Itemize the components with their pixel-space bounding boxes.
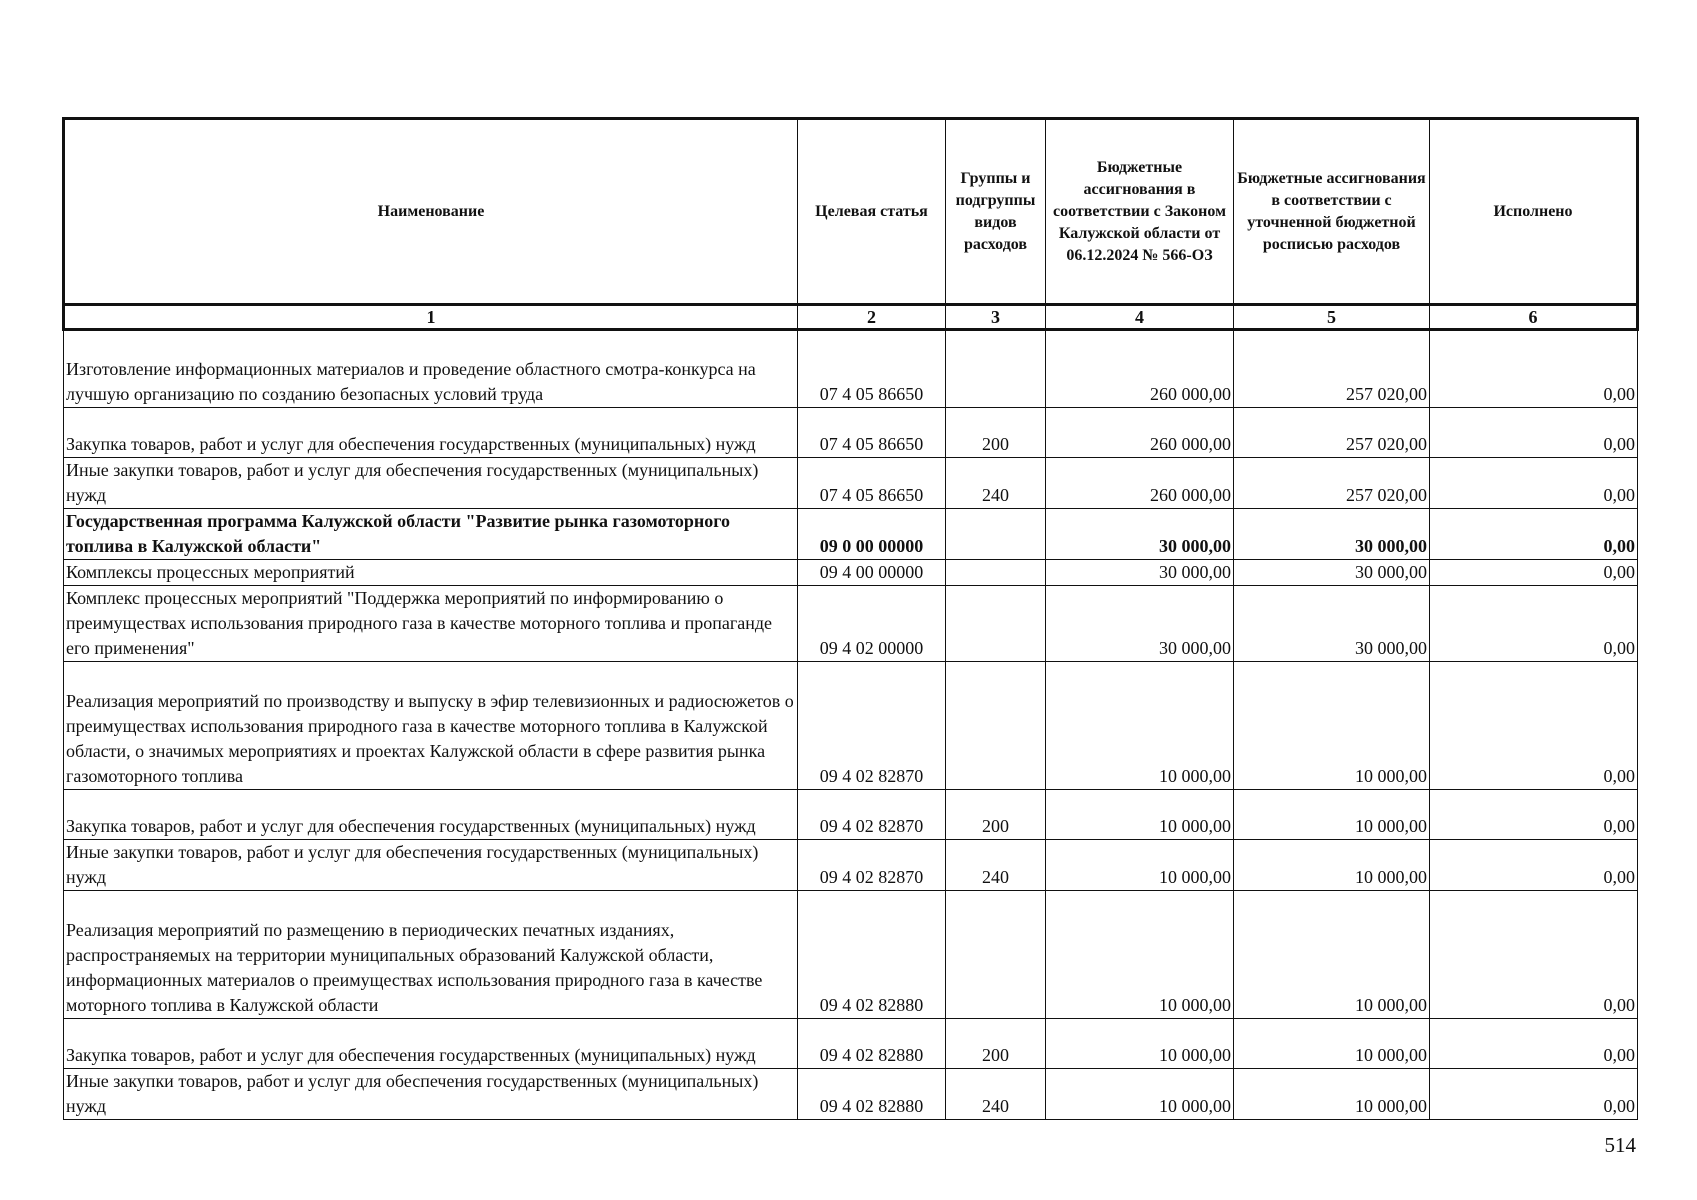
- row-name: Иные закупки товаров, работ и услуг для обеспечения государственных (муниципальных) нужд: [64, 840, 798, 891]
- row-target-article: 09 0 00 00000: [798, 509, 946, 560]
- table-row: [64, 840, 1638, 891]
- header-target-article: Целевая статья: [798, 119, 946, 305]
- row-target-article: 09 4 00 00000: [798, 560, 946, 586]
- row-law-allocation: 30 000,00: [1046, 560, 1234, 586]
- column-number: 5: [1234, 305, 1430, 330]
- table-row: [64, 662, 1638, 790]
- row-name: Изготовление информационных материалов и проведение областного смотра-конкурса на лучшую организацию по созданию безопасных условий труда: [64, 330, 798, 408]
- row-executed: 0,00: [1430, 790, 1638, 840]
- row-name: Закупка товаров, работ и услуг для обеспечения государственных (муниципальных) нужд: [64, 790, 798, 840]
- header-name: Наименование: [64, 119, 798, 305]
- row-executed: 0,00: [1430, 560, 1638, 586]
- table-row: [64, 790, 1638, 840]
- row-executed: 0,00: [1430, 1069, 1638, 1120]
- row-expense-group: [946, 560, 1046, 586]
- row-name: Комплексы процессных мероприятий: [64, 560, 798, 586]
- row-executed: 0,00: [1430, 662, 1638, 790]
- row-expense-group: 200: [946, 790, 1046, 840]
- row-executed: 0,00: [1430, 509, 1638, 560]
- row-target-article: 07 4 05 86650: [798, 330, 946, 408]
- header-executed: Исполнено: [1430, 119, 1638, 305]
- row-law-allocation: 260 000,00: [1046, 408, 1234, 458]
- row-refined-allocation: 10 000,00: [1234, 1019, 1430, 1069]
- row-name: Реализация мероприятий по производству и выпуску в эфир телевизионных и радиосюжетов о преимуществах использования природного газа в качестве моторного топлива в Калужской области, о значимых мероприятиях и проектах Калужской области в сфере развития рынка газомоторного топлива: [64, 662, 798, 790]
- row-executed: 0,00: [1430, 408, 1638, 458]
- row-target-article: 09 4 02 82880: [798, 891, 946, 1019]
- row-target-article: 09 4 02 82880: [798, 1069, 946, 1120]
- column-number: 4: [1046, 305, 1234, 330]
- row-refined-allocation: 10 000,00: [1234, 1069, 1430, 1120]
- row-target-article: 09 4 02 82870: [798, 662, 946, 790]
- row-law-allocation: 30 000,00: [1046, 509, 1234, 560]
- row-expense-group: 200: [946, 408, 1046, 458]
- header-row: [64, 119, 1638, 305]
- table-row: [64, 586, 1638, 662]
- row-refined-allocation: 30 000,00: [1234, 509, 1430, 560]
- row-law-allocation: 10 000,00: [1046, 1069, 1234, 1120]
- row-expense-group: [946, 586, 1046, 662]
- row-law-allocation: 10 000,00: [1046, 662, 1234, 790]
- row-executed: 0,00: [1430, 458, 1638, 509]
- table-row: [64, 891, 1638, 1019]
- table-row: [64, 509, 1638, 560]
- row-law-allocation: 10 000,00: [1046, 840, 1234, 891]
- row-refined-allocation: 30 000,00: [1234, 560, 1430, 586]
- row-expense-group: 240: [946, 458, 1046, 509]
- row-expense-group: [946, 509, 1046, 560]
- table-row: [64, 408, 1638, 458]
- row-executed: 0,00: [1430, 1019, 1638, 1069]
- row-law-allocation: 10 000,00: [1046, 790, 1234, 840]
- row-law-allocation: 10 000,00: [1046, 1019, 1234, 1069]
- row-refined-allocation: 30 000,00: [1234, 586, 1430, 662]
- row-refined-allocation: 10 000,00: [1234, 840, 1430, 891]
- row-law-allocation: 10 000,00: [1046, 891, 1234, 1019]
- row-law-allocation: 260 000,00: [1046, 330, 1234, 408]
- header-refined-allocations: Бюджетные ассигнования в соответствии с уточненной бюджетной росписью расходов: [1234, 119, 1430, 305]
- table-row: [64, 330, 1638, 408]
- row-expense-group: 240: [946, 1069, 1046, 1120]
- header-law-allocations: Бюджетные ассигнования в соответствии с Законом Калужской области от 06.12.2024 № 566-ОЗ: [1046, 119, 1234, 305]
- column-number: 6: [1430, 305, 1638, 330]
- row-name: Иные закупки товаров, работ и услуг для обеспечения государственных (муниципальных) нужд: [64, 1069, 798, 1120]
- row-refined-allocation: 10 000,00: [1234, 891, 1430, 1019]
- row-target-article: 07 4 05 86650: [798, 458, 946, 509]
- row-name: Закупка товаров, работ и услуг для обеспечения государственных (муниципальных) нужд: [64, 1019, 798, 1069]
- row-refined-allocation: 10 000,00: [1234, 662, 1430, 790]
- row-executed: 0,00: [1430, 586, 1638, 662]
- row-refined-allocation: 257 020,00: [1234, 330, 1430, 408]
- header-expense-groups: Группы и подгруппы видов расходов: [946, 119, 1046, 305]
- row-name: Государственная программа Калужской области "Развитие рынка газомоторного топлива в Калужской области": [64, 509, 798, 560]
- row-law-allocation: 260 000,00: [1046, 458, 1234, 509]
- column-numbers-row: [64, 305, 1638, 330]
- row-target-article: 09 4 02 00000: [798, 586, 946, 662]
- row-name: Реализация мероприятий по размещению в периодических печатных изданиях, распространяемых на территории муниципальных образований Калужской области, информационных материалов о преимуществах использования природного газа в качестве моторного топлива в Калужской области: [64, 891, 798, 1019]
- column-number: 2: [798, 305, 946, 330]
- row-name: Комплекс процессных мероприятий "Поддержка мероприятий по информированию о преимуществах использования природного газа в качестве моторного топлива и пропаганде его применения": [64, 586, 798, 662]
- row-target-article: 09 4 02 82880: [798, 1019, 946, 1069]
- row-executed: 0,00: [1430, 840, 1638, 891]
- budget-table: [62, 117, 1639, 1120]
- row-target-article: 09 4 02 82870: [798, 840, 946, 891]
- row-expense-group: 240: [946, 840, 1046, 891]
- row-expense-group: [946, 662, 1046, 790]
- row-target-article: 07 4 05 86650: [798, 408, 946, 458]
- row-expense-group: [946, 330, 1046, 408]
- row-refined-allocation: 257 020,00: [1234, 458, 1430, 509]
- row-executed: 0,00: [1430, 330, 1638, 408]
- page-number: 514: [1604, 1133, 1636, 1157]
- column-number: 1: [64, 305, 798, 330]
- row-name: Закупка товаров, работ и услуг для обеспечения государственных (муниципальных) нужд: [64, 408, 798, 458]
- row-expense-group: 200: [946, 1019, 1046, 1069]
- row-refined-allocation: 10 000,00: [1234, 790, 1430, 840]
- row-target-article: 09 4 02 82870: [798, 790, 946, 840]
- table-row: [64, 1069, 1638, 1120]
- table-row: [64, 458, 1638, 509]
- row-name: Иные закупки товаров, работ и услуг для обеспечения государственных (муниципальных) нужд: [64, 458, 798, 509]
- row-expense-group: [946, 891, 1046, 1019]
- row-executed: 0,00: [1430, 891, 1638, 1019]
- row-refined-allocation: 257 020,00: [1234, 408, 1430, 458]
- column-number: 3: [946, 305, 1046, 330]
- table-row: [64, 560, 1638, 586]
- row-law-allocation: 30 000,00: [1046, 586, 1234, 662]
- table-row: [64, 1019, 1638, 1069]
